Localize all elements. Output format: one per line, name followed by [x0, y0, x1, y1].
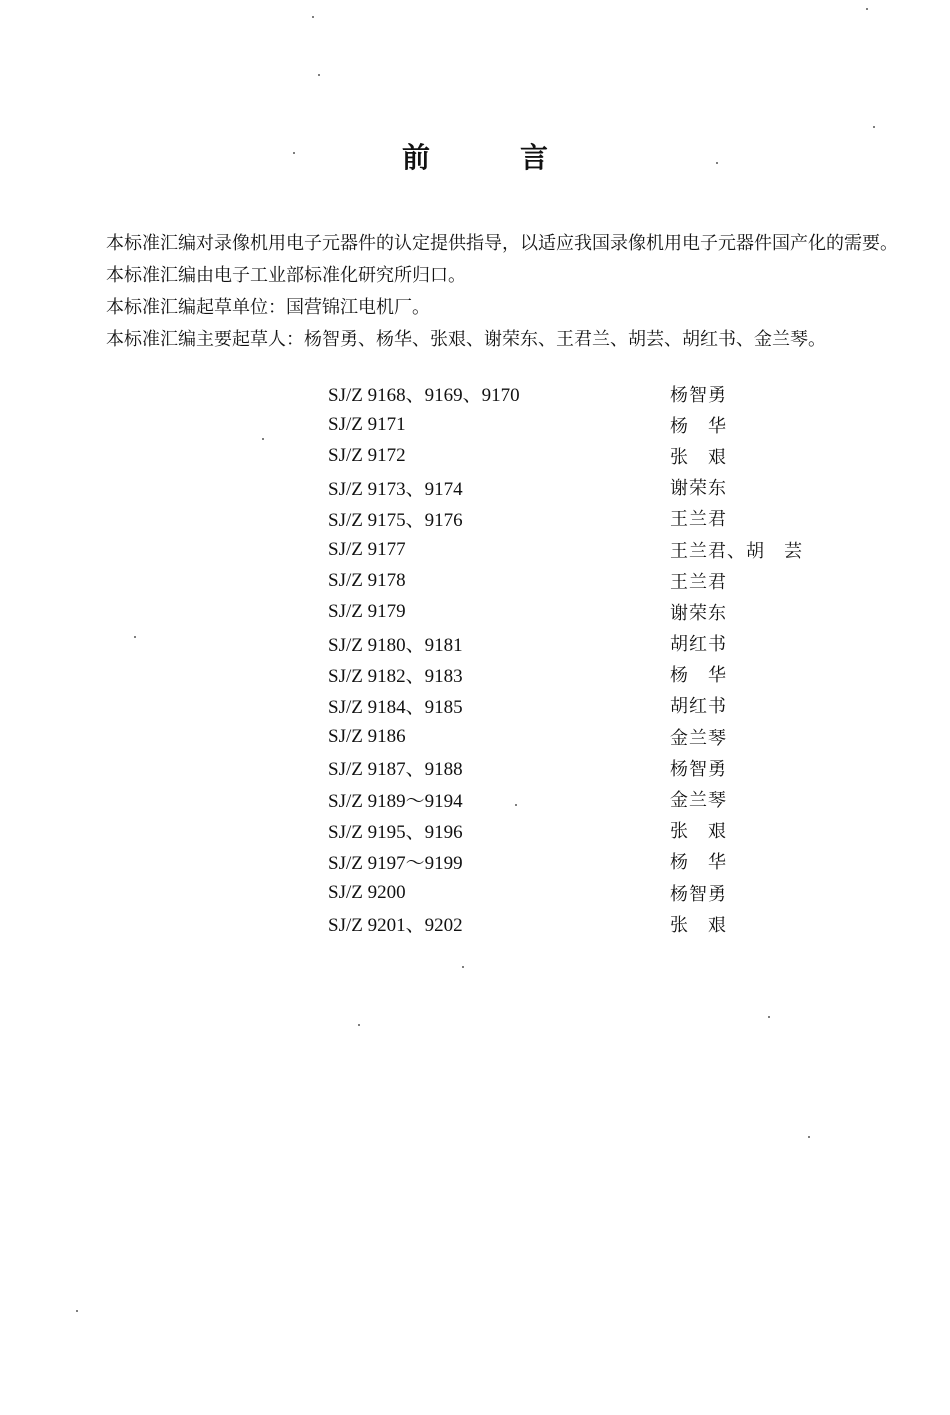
drafter-name: 胡红书 [670, 696, 727, 718]
standard-code: SJ/Z 9168、9169、9170 [328, 385, 520, 407]
standard-code: SJ/Z 9172 [328, 444, 406, 466]
standard-code: SJ/Z 9182、9183 [328, 665, 463, 687]
table-row [328, 565, 803, 596]
standard-code: SJ/Z 9200 [328, 881, 406, 903]
table-row [328, 908, 803, 939]
drafter-name: 张 艰 [670, 821, 727, 843]
standard-code: SJ/Z 9173、9174 [328, 478, 463, 500]
drafter-name: 王兰君、胡 芸 [670, 540, 803, 562]
drafter-name: 杨智勇 [670, 384, 727, 406]
drafter-name: 杨 华 [670, 852, 727, 874]
drafter-assignment-table [328, 378, 803, 939]
drafter-name: 王兰君 [670, 571, 727, 593]
preface-paragraph-purpose: 本标准汇编对录像机用电子元器件的认定提供指导，以适应我国录像机用电子元器件国产化的需要。 [106, 233, 898, 254]
standard-code: SJ/Z 9180、9181 [328, 634, 463, 656]
drafter-name: 杨 华 [670, 415, 727, 437]
drafter-name: 杨 华 [670, 665, 727, 687]
page-title-char-2: 言 [520, 141, 549, 174]
scan-speck [76, 1310, 78, 1312]
scan-speck [515, 804, 517, 806]
drafter-name: 杨智勇 [670, 758, 727, 780]
scan-speck [262, 438, 264, 440]
drafter-name: 胡红书 [670, 634, 727, 656]
preface-body [68, 228, 914, 356]
page-title [0, 138, 950, 178]
drafter-name: 谢荣东 [670, 478, 727, 500]
scan-speck [358, 1024, 360, 1026]
standard-code: SJ/Z 9189～9194 [328, 790, 463, 812]
standard-code: SJ/Z 9179 [328, 600, 406, 622]
table-row [328, 628, 803, 659]
drafter-name: 张 艰 [670, 446, 727, 468]
table-row [328, 409, 803, 440]
standard-code: SJ/Z 9184、9185 [328, 696, 463, 718]
table-row [328, 877, 803, 908]
scan-speck [808, 1136, 810, 1138]
table-row [328, 534, 803, 565]
table-row [328, 440, 803, 471]
table-row [328, 472, 803, 503]
standard-code: SJ/Z 9175、9176 [328, 509, 463, 531]
standard-code: SJ/Z 9177 [328, 538, 406, 560]
drafter-name: 金兰琴 [670, 727, 727, 749]
scan-speck [312, 16, 314, 18]
table-row [328, 752, 803, 783]
table-row [328, 378, 803, 409]
drafter-name: 王兰君 [670, 509, 727, 531]
standard-code: SJ/Z 9187、9188 [328, 759, 463, 781]
table-row [328, 815, 803, 846]
preface-paragraph-drafting-unit: 本标准汇编起草单位：国营锦江电机厂。 [106, 297, 430, 318]
scan-speck [462, 966, 464, 968]
standard-code: SJ/Z 9178 [328, 569, 406, 591]
scan-speck [318, 74, 320, 76]
standard-code: SJ/Z 9201、9202 [328, 915, 463, 937]
standard-code: SJ/Z 9195、9196 [328, 821, 463, 843]
table-row [328, 503, 803, 534]
standard-code: SJ/Z 9171 [328, 413, 406, 435]
scan-speck [768, 1016, 770, 1018]
standard-code: SJ/Z 9186 [328, 725, 406, 747]
drafter-name: 张 艰 [670, 914, 727, 936]
standard-code: SJ/Z 9197～9199 [328, 852, 463, 874]
drafter-name: 谢荣东 [670, 602, 727, 624]
table-row [328, 690, 803, 721]
page-title-char-1: 前 [401, 141, 430, 174]
preface-paragraph-drafters: 本标准汇编主要起草人：杨智勇、杨华、张艰、谢荣东、王君兰、胡芸、胡红书、金兰琴。 [106, 329, 826, 350]
scan-speck [873, 126, 875, 128]
drafter-name: 金兰琴 [670, 790, 727, 812]
table-row [328, 721, 803, 752]
scan-speck [134, 636, 136, 638]
preface-paragraph-authority: 本标准汇编由电子工业部标准化研究所归口。 [106, 265, 466, 286]
scan-speck [866, 8, 868, 10]
table-row [328, 783, 803, 814]
scan-speck [293, 152, 295, 154]
drafter-name: 杨智勇 [670, 883, 727, 905]
table-row [328, 659, 803, 690]
table-row [328, 596, 803, 627]
scan-speck [716, 162, 718, 164]
table-row [328, 846, 803, 877]
